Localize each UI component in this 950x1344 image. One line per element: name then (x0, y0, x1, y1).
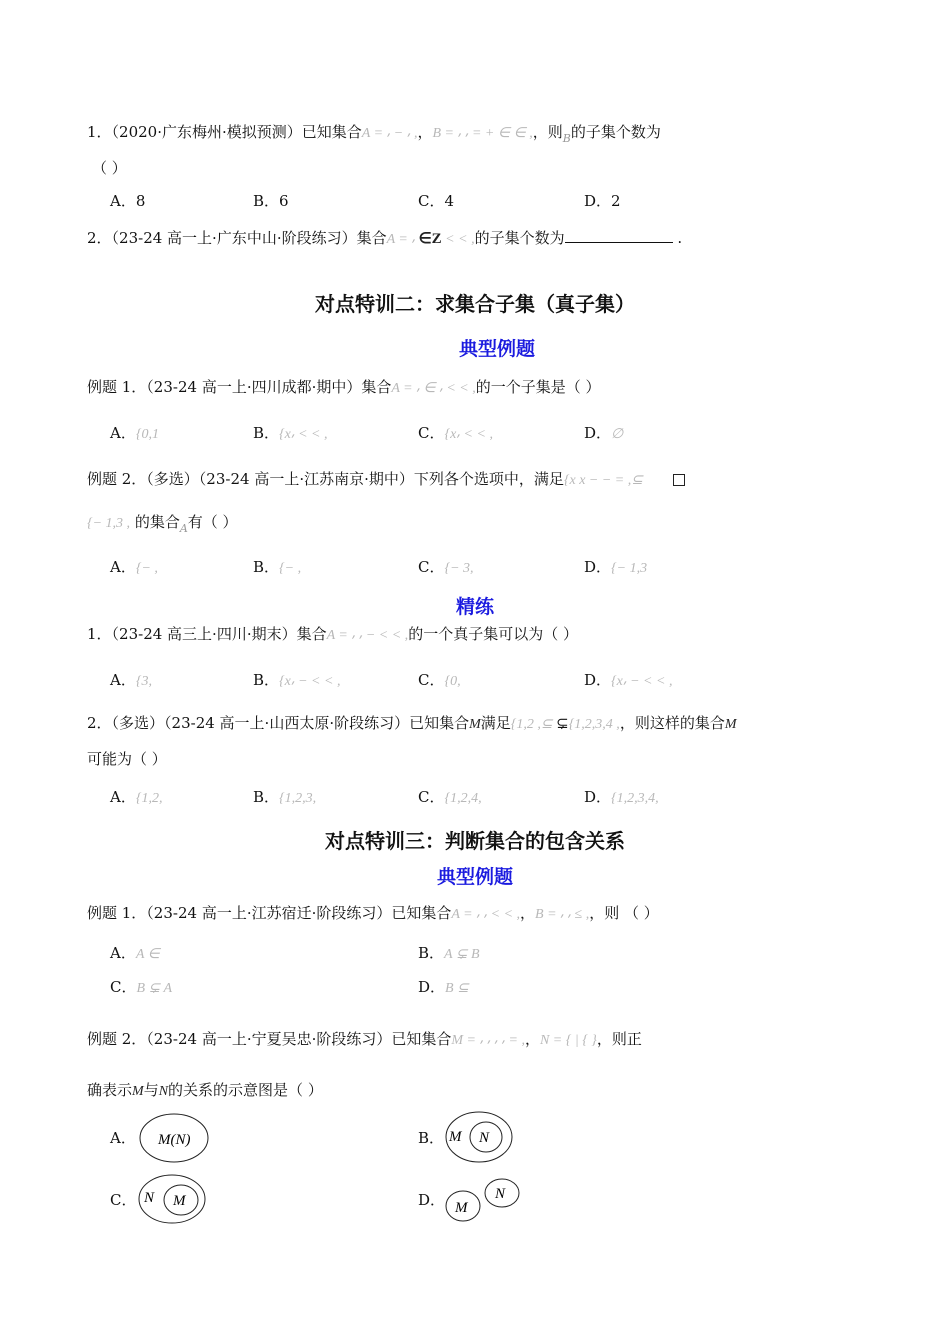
text-segment: 例题 2．（23-24 高一上·宁夏吴忠·阶段练习）已知集合 (87, 1030, 452, 1048)
venn-diagram-d (444, 1176, 524, 1224)
option-c (110, 977, 172, 999)
missing-glyph-box (673, 474, 685, 486)
option-letter: C． (418, 788, 445, 806)
option-d (584, 423, 623, 445)
question-1-stem (87, 122, 661, 144)
venn-label: N (144, 1190, 155, 1206)
venn-label: M (173, 1193, 186, 1209)
text-segment: 的一个子集是（ ） (475, 378, 601, 396)
example-1-stem (87, 377, 601, 399)
option-a (110, 943, 160, 965)
text-segment: ， (417, 123, 433, 141)
text-segment: 的子集个数为 (570, 123, 661, 141)
option-d (418, 977, 469, 999)
option-letter: A． (110, 424, 136, 442)
option-letter: B． (253, 788, 280, 806)
example-2-stem-line2 (87, 512, 238, 534)
text-segment: 的子集个数为 (474, 229, 565, 247)
option-math: {3, (135, 674, 152, 689)
option-c (418, 557, 474, 579)
text-segment: 2．（多选）（23-24 高一上·山西太原·阶段练习）已知集合 (87, 714, 470, 732)
option-math: {x⸴ − < < , (611, 674, 673, 689)
option-a (110, 557, 158, 579)
option-letter: B． (253, 671, 280, 689)
option-letter: B． (253, 424, 280, 442)
option-c: C．4 (418, 192, 455, 210)
math-variable: N (158, 1084, 169, 1099)
option-d (584, 557, 647, 579)
option-math: ∅ (611, 427, 624, 442)
venn-option-c-label: C． (110, 1191, 137, 1209)
option-letter: D． (584, 424, 612, 442)
text-segment: ，则正 (596, 1030, 642, 1048)
option-d (584, 670, 672, 692)
math-fragment: N = { | { } (539, 1033, 597, 1048)
math-fragment: A = ⸴ ⸴ < < , (451, 907, 521, 922)
text-segment: 的一个真子集可以为（ ） (408, 625, 578, 643)
option-b (418, 943, 480, 965)
option-letter: C． (418, 671, 445, 689)
option-b (253, 670, 340, 692)
option-math: {− 3, (444, 561, 474, 576)
text-segment: 例题 1．（23-24 高一上·四川成都·期中）集合 (87, 378, 392, 396)
s3-example-2-stem-line2 (87, 1080, 323, 1102)
venn-option-d-label: D． (418, 1191, 446, 1209)
math-fragment: < < , (441, 232, 475, 247)
text-segment: 满足 (480, 714, 511, 732)
venn-diagram-b (445, 1110, 515, 1164)
venn-diagram-c (138, 1173, 208, 1225)
math-fragment: A = ⸴ (386, 232, 419, 247)
text-segment: 的集合 (130, 513, 180, 531)
venn-label: M (449, 1129, 462, 1145)
text-segment: ， (520, 904, 536, 922)
option-math: {1,2, (135, 791, 163, 806)
option-a: A．8 (110, 192, 146, 210)
text-segment: ⊊ (556, 714, 569, 732)
option-math: {− , (279, 561, 302, 576)
option-d: D．2 (584, 192, 621, 210)
option-b (253, 557, 301, 579)
math-fragment: {1,2 ,⊆ (510, 717, 557, 732)
option-letter: D． (584, 558, 612, 576)
option-math: {1,2,3,4, (611, 791, 659, 806)
practice-2-stem-line1 (87, 713, 737, 735)
example-heading: 典型例题 (458, 338, 535, 360)
option-math: {− 1,3 (611, 561, 648, 576)
question-1-answer-paren: （ ） (92, 159, 127, 177)
text-segment: 2．（23-24 高一上·广东中山·阶段练习）集合 (87, 229, 387, 247)
subscript: A (179, 522, 188, 535)
math-fragment: A = ⸴ ⸴ − < < , (326, 628, 409, 643)
venn-option-b-label: B． (418, 1129, 445, 1147)
option-letter: A． (110, 788, 136, 806)
example-heading: 典型例题 (436, 866, 513, 888)
text-segment: 1．（23-24 高三上·四川·期末）集合 (87, 625, 327, 643)
option-c (418, 787, 482, 809)
practice-2-stem-line2: 可能为（ ） (87, 750, 167, 768)
option-letter: D． (584, 788, 612, 806)
subscript: B (562, 132, 571, 145)
venn-label: M (455, 1200, 468, 1216)
option-d (584, 787, 659, 809)
option-math: {x⸴ < < , (279, 427, 328, 442)
option-letter: A． (110, 944, 136, 962)
practice-heading: 精练 (455, 596, 494, 618)
option-letter: B． (418, 944, 445, 962)
option-letter: A． (110, 558, 136, 576)
practice-1-stem (87, 624, 578, 646)
example-2-stem-line1 (87, 469, 685, 491)
section-2-title: 对点特训二：求集合子集（真子集） (315, 292, 635, 316)
option-math: B ⊆ (445, 981, 469, 996)
text-segment: 确表示 (87, 1081, 133, 1099)
math-fragment: A = ⸴ ∈ ⸴ < < , (391, 381, 476, 396)
math-fragment: B = ⸴ ⸴ = + ∈ ∈ , (432, 126, 533, 141)
math-symbol: ∈Z (418, 231, 442, 247)
text-segment: ， (524, 1030, 540, 1048)
option-c (418, 670, 461, 692)
text-segment: ，则 (532, 123, 563, 141)
option-letter: A． (110, 671, 136, 689)
math-fragment: B = ⸴ ⸴ ≤ , (535, 907, 590, 922)
math-fragment: {1,2,3,4 , (568, 717, 620, 732)
math-fragment: A = ⸴ − ⸴ , (361, 126, 418, 141)
text-segment: ，则 （ ） (589, 904, 659, 922)
venn-label: M(N) (158, 1132, 191, 1148)
option-b (253, 787, 316, 809)
math-variable: M (469, 717, 481, 732)
math-fragment: {− 1,3 , (87, 516, 131, 531)
option-math: A ⊊ B (444, 947, 480, 962)
s3-example-1-stem (87, 903, 659, 925)
option-math: {1,2,3, (279, 791, 317, 806)
text-segment: 的关系的示意图是（ ） (168, 1081, 323, 1099)
math-variable: M (132, 1084, 144, 1099)
venn-option-a-label: A． (110, 1129, 136, 1147)
text-segment: ，则这样的集合 (619, 714, 725, 732)
answer-blank (565, 228, 673, 243)
option-letter: C． (418, 558, 445, 576)
option-letter: B． (253, 558, 280, 576)
question-2-stem (87, 228, 682, 250)
option-math: A ∈ (135, 947, 160, 962)
text-segment: 例题 1．（23-24 高一上·江苏宿迁·阶段练习）已知集合 (87, 904, 452, 922)
text-segment: 与 (143, 1081, 159, 1099)
text-segment: 有（ ） (187, 513, 238, 531)
option-math: {0,1 (135, 427, 159, 442)
option-math: {− , (135, 561, 158, 576)
option-math: B ⊊ A (136, 981, 173, 996)
option-a (110, 787, 162, 809)
option-letter: C． (110, 978, 137, 996)
option-letter: D． (584, 671, 612, 689)
option-letter: D． (418, 978, 446, 996)
math-fragment: M = ⸴ ⸴ ⸴ ⸴ = , (451, 1033, 525, 1048)
venn-label: N (495, 1186, 506, 1202)
venn-diagram-a (138, 1112, 210, 1164)
option-math: {1,2,4, (444, 791, 482, 806)
venn-label: N (479, 1130, 490, 1146)
text-segment: 1．（2020·广东梅州·模拟预测）已知集合 (87, 123, 362, 141)
option-b: B．6 (253, 192, 289, 210)
option-c (418, 423, 493, 445)
option-a (110, 423, 159, 445)
math-fragment: {x x − − = ,⊆ (563, 473, 643, 488)
option-letter: C． (418, 424, 445, 442)
section-3-title: 对点特训三：判断集合的包含关系 (325, 829, 625, 853)
s3-example-2-stem-line1 (87, 1029, 642, 1051)
option-b (253, 423, 328, 445)
text-segment: . (672, 229, 683, 247)
text-segment: 例题 2．（多选）（23-24 高一上·江苏南京·期中）下列各个选项中，满足 (87, 470, 564, 488)
option-math: {0, (444, 674, 461, 689)
option-a (110, 670, 152, 692)
math-variable: M (724, 717, 737, 732)
option-math: {x⸴ < < , (444, 427, 493, 442)
option-math: {x⸴ − < < , (279, 674, 341, 689)
